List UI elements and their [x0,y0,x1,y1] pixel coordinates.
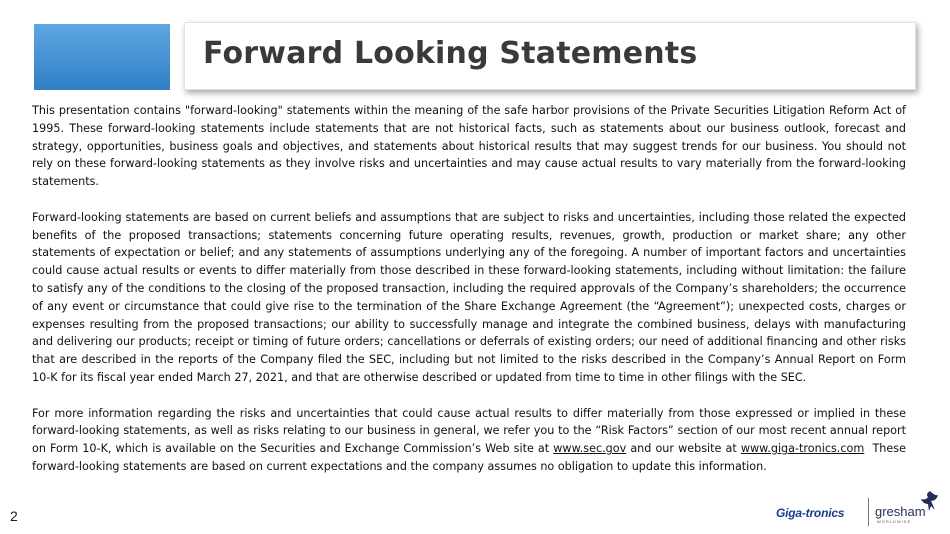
company-logos [772,488,940,528]
page-number: 2 [10,508,18,524]
paragraph-more-information [32,405,906,476]
sec-website-link[interactable]: www.sec.gov [553,442,627,456]
giga-tronics-logo: Giga-tronics [776,506,845,520]
paragraph-text: For more information regarding the risks and uncertainties that could cause actual results to differ materially from those expressed or implied in these forward-looking statements, as well as risks relating to our business in general, we refer you to the “Risk Factors” section of our most recent annual report on Form 10-K, which is available on the Securities and Exchange Commission’s Web site at [32,406,906,456]
company-website-link[interactable]: www.giga-tronics.com [740,442,865,456]
paragraph-safe-harbor: This presentation contains "forward-looking" statements within the meaning of the safe harbor provisions of the Private Securities Litigation Reform Act of 1995. These forward-looking statements include statements that are not historical facts, such as statements about our business outlook, forecast and strategy, opportunities, business goals and objectives, and statements about historical results that may suggest trends for our business. You should not rely on these forward-looking statements as they involve risks and uncertainties and may cause actual results to vary materially from the forward-looking statements. [32,104,906,189]
statement-body [32,102,906,476]
paragraph-text: These forward-looking statements are based on current expectations and the company assumes no obligation to update this information. [32,442,906,473]
page-title: Forward Looking Statements [203,36,698,71]
logo-divider [868,498,869,526]
title-bar [184,22,916,90]
paragraph-text: and our website at [630,442,737,456]
gresham-logo: gresham [875,504,926,519]
paragraph-risk-factors: Forward-looking statements are based on current beliefs and assumptions that are subject to risks and uncertainties, including those related the expected benefits of the proposed transactions; statements concerning future operating results, revenues, growth, production or market share; any other statements of expectation or belief; and any statements of assumptions underlying any of the foregoing. A number of important factors and uncertainties could cause actual results or events to differ materially from those described in these forward-looking statements, including without limitation: the failure to satisfy any of the conditions to the closing of the proposed transaction, including the required approvals of the Company’s shareholders; the occurrence of any event or circumstance that could give rise to the termination of the Share Exchange Agreement (the “Agreement”); unexpected costs, charges or expenses resulting from the proposed transactions; our ability to successfully manage and integrate the combined business, delays with manufacturing and delivering our products; receipt or timing of future orders; cancellations or deferrals of existing orders; our need of additional financing and other risks that are described in the reports of the Company filed the SEC, including but not limited to the risks described in the Company’s Annual Report on Form 10-K for its fiscal year ended March 27, 2021, and that are otherwise described or updated from time to time in other filings with the SEC. [32,210,906,384]
title-accent-block [34,24,170,90]
gresham-bird-icon [920,490,940,512]
gresham-logo-subtitle: WORLDWIDE [877,519,912,524]
